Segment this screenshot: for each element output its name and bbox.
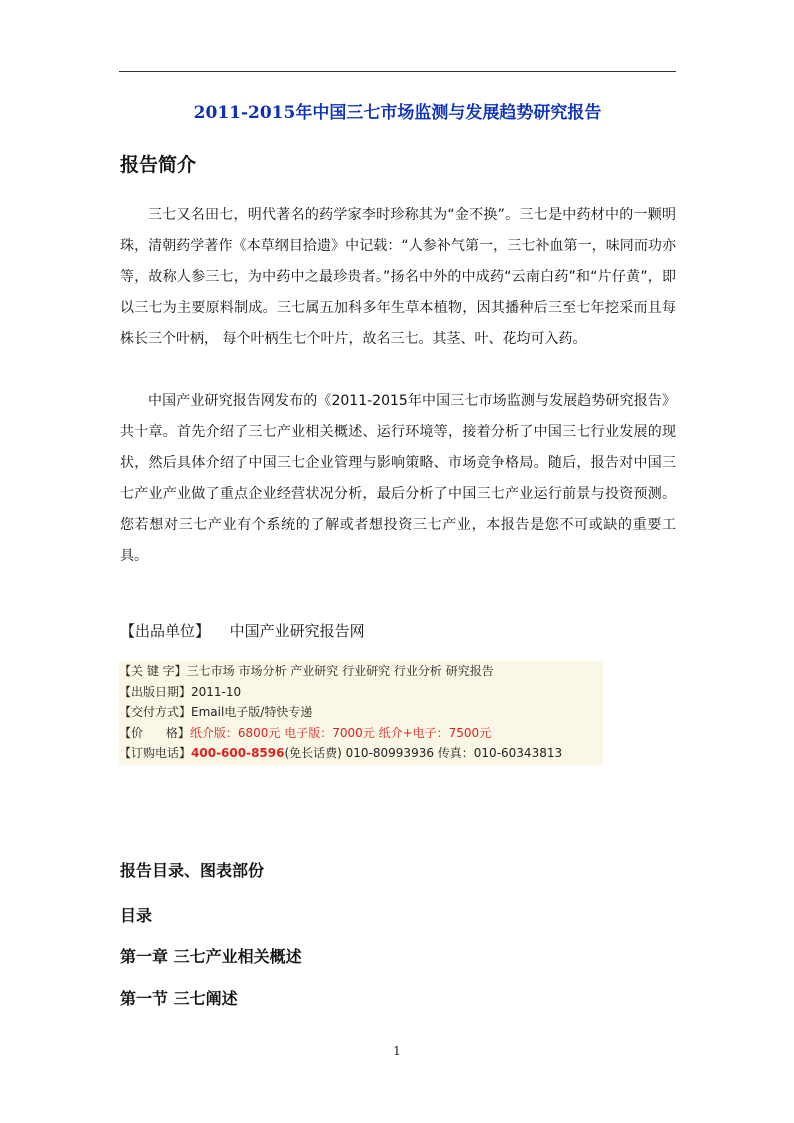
keywords-row	[119, 661, 603, 682]
date-value: 2011-10	[191, 684, 242, 699]
header-rule	[119, 71, 676, 72]
phone-row	[119, 743, 603, 764]
toc-chapter-1[interactable]: 第一章 三七产业相关概述	[120, 947, 302, 966]
phone-label: 【订购电话】	[119, 746, 192, 760]
publisher-line	[120, 620, 365, 641]
delivery-label: 【交付方式】	[119, 705, 192, 719]
intro-paragraph-1: 三七又名田七，明代著名的药学家李时珍称其为“金不换”。三七是中药材中的一颗明珠，清朝药学著作《本草纲目拾遗》中记载：“人参补气第一，三七补血第一，味同而功亦等，故称人参三七，为中药中之最珍贵者。”扬名中外的中成药“云南白药”和“片仔黄”，即以三七为主要原料制成。三七属五加科多年生草本植物，因其播种后三至七年挖采而且每株长三个叶柄， 每个叶柄生七个叶片，故名三七。其茎、叶、花均可入药。	[120, 207, 676, 347]
intro-heading: 报告简介	[120, 154, 197, 176]
keywords-label: 【关 键 字】	[119, 664, 187, 678]
price-value: 纸介版：6800元 电子版：7000元 纸介+电子：7500元	[189, 725, 492, 740]
delivery-row	[119, 702, 603, 723]
publisher-label: 【出品单位】	[120, 622, 211, 640]
publisher-value: 中国产业研究报告网	[229, 622, 365, 640]
toc-contents-label: 目录	[120, 906, 153, 925]
price-label: 【价 格】	[119, 725, 190, 740]
delivery-value: Email电子版/特快专递	[191, 705, 313, 719]
toc-section-1[interactable]: 第一节 三七阐述	[120, 989, 238, 1008]
toc-heading: 报告目录、图表部份	[120, 861, 265, 880]
intro-paragraph-2: 中国产业研究报告网发布的《2011-2015年中国三七市场监测与发展趋势研究报告》共十章。首先介绍了三七产业相关概述、运行环境等，接着分析了中国三七行业发展的现状，然后具体介绍了中国三七企业管理与影响策略、市场竞争格局。随后，报告对中国三七产业产业做了重点企业经营状况分析，最后分析了中国三七产业运行前景与投资预测。您若想对三七产业有个系统的了解或者想投资三七产业，本报告是您不可或缺的重要工具。	[120, 393, 676, 564]
report-info-box	[119, 661, 603, 765]
keywords-value: 三七市场 市场分析 产业研究 行业研究 行业分析 研究报告	[186, 664, 494, 678]
price-row	[119, 723, 603, 744]
page-number: 1	[393, 1044, 401, 1058]
date-label: 【出版日期】	[119, 684, 192, 699]
phone-rest: (免长话费) 010-80993936 传真：010-60343813	[284, 746, 563, 760]
phone-hotline[interactable]: 400-600-8596	[191, 746, 285, 760]
date-row	[119, 682, 603, 703]
document-title: 2011-2015年中国三七市场监测与发展趋势研究报告	[193, 103, 602, 123]
